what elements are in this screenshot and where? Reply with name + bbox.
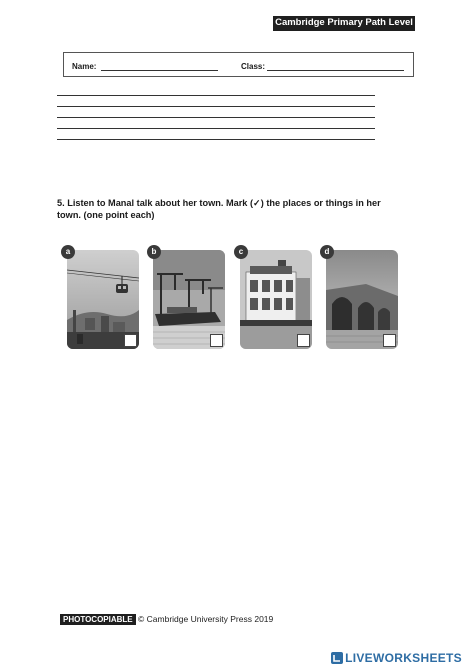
photo-letter-badge: c: [234, 245, 248, 259]
tick-box-d[interactable]: [383, 334, 396, 347]
name-class-box: [63, 52, 414, 77]
header-rule: [273, 30, 415, 31]
class-label: Class:: [241, 62, 266, 71]
photo-card-c: [238, 247, 312, 349]
photo-letter-badge: d: [320, 245, 334, 259]
tick-box-b[interactable]: [210, 334, 223, 347]
liveworksheets-logo[interactable]: [331, 651, 462, 665]
photo-card-d: [324, 247, 398, 349]
photocopiable-label: PHOTOCOPIABLE: [60, 614, 136, 625]
liveworksheets-icon: [331, 652, 343, 664]
writing-line-3[interactable]: [57, 117, 375, 118]
course-title: Cambridge Primary Path Level 3: [273, 16, 415, 30]
writing-line-4[interactable]: [57, 128, 375, 129]
writing-line-5[interactable]: [57, 139, 375, 140]
photo-letter-badge: b: [147, 245, 161, 259]
name-label: Name:: [72, 62, 97, 71]
footer: [60, 614, 273, 624]
writing-line-1[interactable]: [57, 95, 375, 96]
photo-card-b: [151, 247, 225, 349]
question-5-text: 5. Listen to Manal talk about her town. Mark (✓) the places or things in her town. (one point each): [57, 198, 381, 220]
brand-text: LIVEWORKSHEETS: [345, 651, 462, 665]
photo-card-a: [65, 247, 139, 349]
tick-box-a[interactable]: [124, 334, 137, 347]
name-field[interactable]: [101, 70, 218, 71]
copyright-text: © Cambridge University Press 2019: [138, 614, 274, 624]
tick-box-c[interactable]: [297, 334, 310, 347]
writing-line-2[interactable]: [57, 106, 375, 107]
class-field[interactable]: [267, 70, 404, 71]
photo-letter-badge: a: [61, 245, 75, 259]
